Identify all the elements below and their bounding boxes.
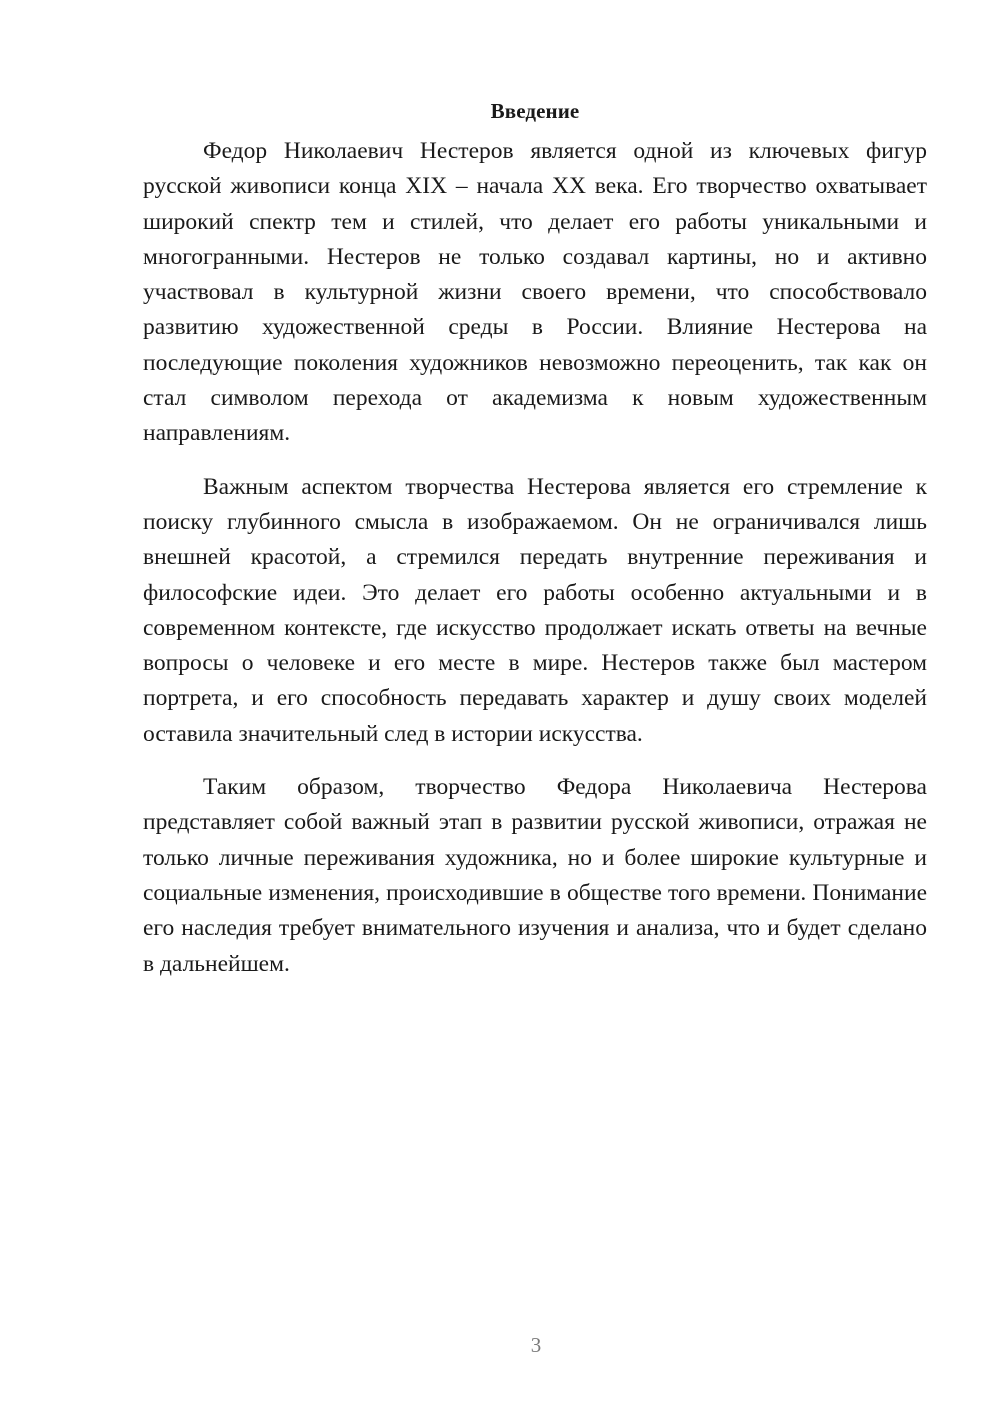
page-number: 3 [530, 1333, 542, 1357]
paragraph-2: Важным аспектом творчества Нестерова является его стремление к поиску глубинного смысла в изображаемом. Он не ограничивался лишь внешней красотой, а стремился передать внутренние переживания и философские идеи. Это делает его работы особенно актуальными и в современном контексте, где искусство продолжает искать ответы на вечные вопросы о человеке и его месте в мире. Нестеров также был мастером портрета, и его способность передавать характер и душу своих моделей оставила значительный след в истории искусства. [143, 473, 927, 747]
section-title: Введение [490, 99, 580, 123]
paragraph-1: Федор Николаевич Нестеров является одной из ключевых фигур русской живописи конца XIX – начала XX века. Его творчество охватывает широкий спектр тем и стилей, что делает его работы уникальными и многогранными. Нестеров не только создавал картины, но и активно участвовал в культурной жизни своего времени, что способствовало развитию художественной среды в России. Влияние Нестерова на последующие поколения художников невозможно переоценить, так как он стал символом перехода от академизма к новым художественным направлениям. [143, 138, 927, 447]
paragraph-3: Таким образом, творчество Федора Николаевича Нестерова представляет собой важный этап в развитии русской живописи, отражая не только личные переживания художника, но и более широкие культурные и социальные изменения, происходившие в обществе того времени. Понимание его наследия требует внимательного изучения и анализа, что и будет сделано в дальнейшем. [143, 774, 927, 977]
page-content [143, 90, 927, 982]
